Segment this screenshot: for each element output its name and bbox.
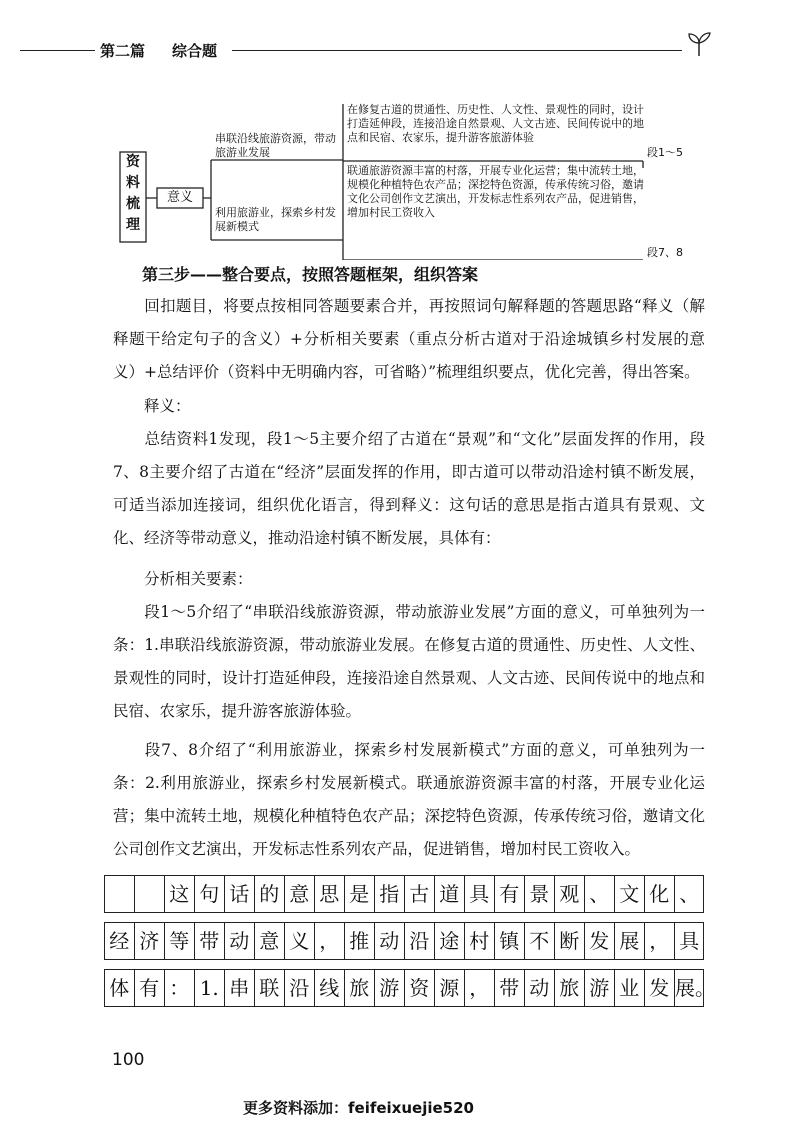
answer-cell: 业 xyxy=(614,970,644,1006)
answer-cell: ， xyxy=(464,970,494,1006)
answer-cell: 途 xyxy=(434,923,464,959)
answer-cell: 话 xyxy=(224,876,254,912)
answer-row-2 xyxy=(104,922,704,960)
answer-cell: 断 xyxy=(554,923,584,959)
answer-cell: 村 xyxy=(464,923,494,959)
paragraph-point-1: 段1～5介绍了“串联沿线旅游资源，带动旅游业发展”方面的意义，可单独列为一条：1.串联沿线旅游资源，带动旅游业发展。在修复古道的贯通性、历史性、人文性、景观性的同时，设计打造延伸段，连接沿途自然景观、人文古迹、民间传说中的地点和民宿、农家乐，提升游客旅游体验。 xyxy=(113,603,705,720)
grid-end-line xyxy=(703,923,704,959)
paragraph-point-2: 段7、8介绍了“利用旅游业，探索乡村发展新模式”方面的意义，可单独列为一条：2.利用旅游业，探索乡村发展新模式。联通旅游资源丰富的村落，开展专业化运营；集中流转土地，规模化种植特色农产品；深挖特色资源，传承传统习俗，邀请文化公司创作文艺演出，开发标志性系列农产品，促进销售，增加村民工资收入。 xyxy=(113,741,705,858)
answer-cell: 沿 xyxy=(284,970,314,1006)
answer-cell: 是 xyxy=(344,876,374,912)
answer-cell: 句 xyxy=(194,876,224,912)
answer-cell xyxy=(104,876,134,912)
answer-cell: ， xyxy=(314,923,344,959)
material-diagram xyxy=(115,100,720,260)
answer-cell: 、 xyxy=(584,876,614,912)
diagram-meaning: 意义 xyxy=(166,190,193,205)
answer-cell: 动 xyxy=(224,923,254,959)
answer-cell: 的 xyxy=(254,876,284,912)
grid-end-line xyxy=(703,876,704,912)
answer-cell: 古 xyxy=(404,876,434,912)
answer-cell: 1. xyxy=(194,970,224,1006)
answer-cell: 推 xyxy=(344,923,374,959)
branch1-label: 串联沿线旅游资源，带动旅游业发展 xyxy=(215,132,336,159)
answer-cell: 旅 xyxy=(344,970,374,1006)
answer-cell: 具 xyxy=(464,876,494,912)
paragraph-interpretation-heading: 释义： xyxy=(144,397,191,415)
answer-cell: 旅 xyxy=(554,970,584,1006)
answer-cell: 这 xyxy=(164,876,194,912)
header-rule-right xyxy=(232,50,682,51)
branch2-label: 利用旅游业，探索乡村发展新模式 xyxy=(215,206,336,233)
answer-cell: 资 xyxy=(404,970,434,1006)
answer-cell: 沿 xyxy=(404,923,434,959)
paragraph-analysis-heading: 分析相关要素： xyxy=(144,570,253,588)
answer-cell: 展。 xyxy=(674,970,704,1006)
diagram-root: 资料梳理 xyxy=(126,154,140,233)
branch1-ref: 段1～5 xyxy=(647,146,683,159)
answer-cell: 济 xyxy=(134,923,164,959)
answer-cell: 动 xyxy=(374,923,404,959)
answer-cell: 有 xyxy=(134,970,164,1006)
answer-cell: 指 xyxy=(374,876,404,912)
answer-cell: 化 xyxy=(644,876,674,912)
answer-cell: 游 xyxy=(584,970,614,1006)
answer-cell: 、 xyxy=(674,876,704,912)
answer-cell: ， xyxy=(644,923,674,959)
answer-cell: 发 xyxy=(644,970,674,1006)
answer-cell: 义 xyxy=(284,923,314,959)
step-title: 第三步——整合要点，按照答题框架，组织答案 xyxy=(142,265,479,284)
answer-cell: ： xyxy=(164,970,194,1006)
page-number: 100 xyxy=(112,1050,145,1070)
section-title: 综合题 xyxy=(172,42,218,60)
answer-cell: 带 xyxy=(494,970,524,1006)
answer-cell: 思 xyxy=(314,876,344,912)
answer-row-3 xyxy=(104,969,715,1007)
paragraph-intro: 回扣题目，将要点按相同答题要素合并，再按照词句解释题的答题思路“释义（解释题干给定句子的含义）+分析相关要素（重点分析古道对于沿途城镇乡村发展的意义）+总结评价（资料中无明确内容，可省略）”梳理组织要点，优化完善，得出答案。 xyxy=(113,297,705,381)
answer-cell: 观 xyxy=(554,876,584,912)
answer-cell: 不 xyxy=(524,923,554,959)
branch2-detail: 联通旅游资源丰富的村落，开展专业化运营；集中流转土地，规模化种植特色农产品；深挖特色资源，传承传统习俗，邀请文化公司创作文艺演出，开发标志性系列农产品，促进销售，增加村民工资收入 xyxy=(347,164,644,219)
header-rule-left xyxy=(20,50,95,51)
answer-cell: 发 xyxy=(584,923,614,959)
answer-cell xyxy=(134,876,164,912)
answer-cell: 带 xyxy=(194,923,224,959)
page-header xyxy=(0,28,800,68)
answer-cell: 等 xyxy=(164,923,194,959)
answer-cell: 道 xyxy=(434,876,464,912)
paragraph-interpretation: 总结资料1发现，段1～5主要介绍了古道在“景观”和“文化”层面发挥的作用，段7、8主要介绍了古道在“经济”层面发挥的作用，即古道可以带动沿途村镇不断发展，可适当添加连接词，组织优化语言，得到释义：这句话的意思是指古道具有景观、文化、经济等带动意义，推动沿途村镇不断发展，具体有： xyxy=(113,430,705,547)
answer-cell: 体 xyxy=(104,970,134,1006)
answer-cell: 串 xyxy=(224,970,254,1006)
answer-cell: 文 xyxy=(614,876,644,912)
answer-row-1 xyxy=(104,875,704,913)
grid-end-line xyxy=(703,970,704,1006)
part-title: 第二篇 xyxy=(100,42,146,60)
sprout-icon xyxy=(684,30,714,58)
answer-cell: 联 xyxy=(254,970,284,1006)
answer-cell: 意 xyxy=(284,876,314,912)
answer-cell: 线 xyxy=(314,970,344,1006)
answer-cell: 经 xyxy=(104,923,134,959)
answer-cell: 源 xyxy=(434,970,464,1006)
answer-cell: 镇 xyxy=(494,923,524,959)
answer-cell: 具 xyxy=(674,923,704,959)
answer-cell: 展 xyxy=(614,923,644,959)
answer-cell: 意 xyxy=(254,923,284,959)
branch2-ref: 段7、8 xyxy=(647,246,683,259)
answer-cell: 动 xyxy=(524,970,554,1006)
answer-cell: 景 xyxy=(524,876,554,912)
answer-cell: 有 xyxy=(494,876,524,912)
footer-note: 更多资料添加：feifeixuejie520 xyxy=(243,1099,474,1117)
answer-cell: 游 xyxy=(374,970,404,1006)
branch1-detail: 在修复古道的贯通性、历史性、人文性、景观性的同时，设计打造延伸段，连接沿途自然景观、人文古迹、民间传说中的地点和民宿、农家乐，提升游客旅游体验 xyxy=(347,103,644,144)
